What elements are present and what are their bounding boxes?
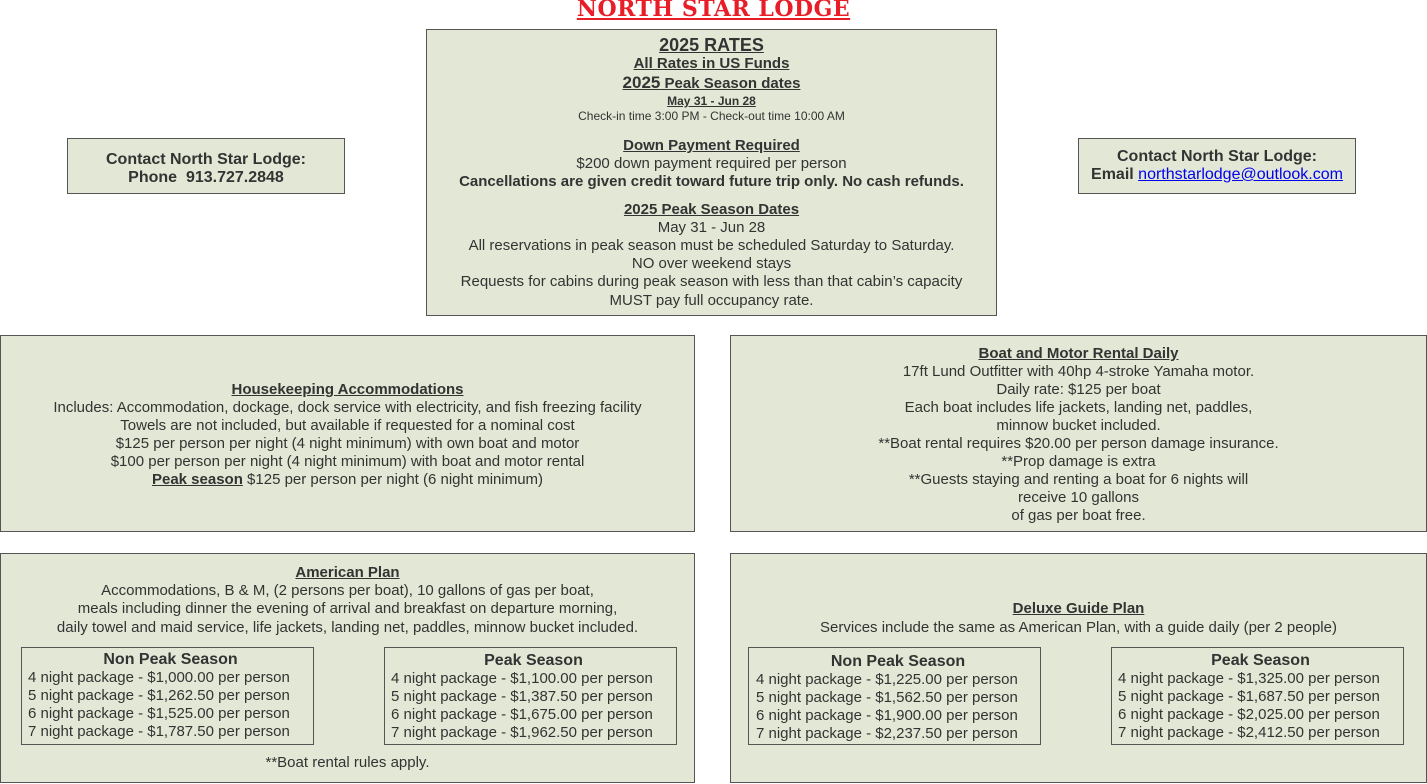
american-non-peak-table [21, 647, 314, 745]
contact-phone-box [67, 138, 345, 194]
deluxe-plan-heading: Deluxe Guide Plan [1012, 600, 1145, 617]
housekeeping-heading: Housekeeping Accommodations [231, 381, 464, 398]
package-row: 5 night package - $1,387.50 per person [391, 688, 653, 705]
deluxe-non-peak-heading: Non Peak Season [830, 653, 966, 670]
rates-box [426, 29, 997, 316]
american-plan-line: daily towel and maid service, life jackets, landing net, paddles, minnow bucket included. [56, 619, 639, 636]
american-plan-line: Accommodations, B & M, (2 persons per boat), 10 gallons of gas per boat, [101, 582, 594, 599]
peak-title: Peak Season dates [664, 75, 801, 92]
deluxe-peak-heading: Peak Season [1211, 652, 1310, 669]
boat-rental-rules-note: **Boat rental rules apply. [265, 754, 430, 771]
package-row: 4 night package - $1,225.00 per person [756, 671, 1018, 688]
housekeeping-box [0, 335, 695, 532]
american-non-peak-heading: Non Peak Season [103, 651, 238, 668]
peak-season-label: Peak season [151, 471, 243, 488]
requests-text: Requests for cabins during peak season with less than that cabin’s capacity [460, 273, 963, 290]
cancellation-text: Cancellations are given credit toward future trip only. No cash refunds. [459, 173, 964, 190]
american-plan-box [0, 553, 695, 783]
package-row: 4 night package - $1,000.00 per person [28, 669, 290, 686]
boat-rental-line: **Prop damage is extra [1001, 453, 1156, 470]
housekeeping-line: Includes: Accommodation, dockage, dock service with electricity, and fish freezing facility [53, 399, 642, 416]
email-link[interactable]: northstarlodge@outlook.com [1138, 166, 1343, 183]
contact-phone-heading: Contact North Star Lodge: [106, 151, 306, 168]
package-row: 7 night package - $2,412.50 per person [1118, 724, 1380, 741]
contact-email-line [1079, 166, 1355, 184]
package-row: 5 night package - $1,562.50 per person [756, 689, 1018, 706]
american-peak-table [384, 647, 677, 745]
housekeeping-line: Towels are not included, but available if requested for a nominal cost [120, 417, 575, 434]
deluxe-peak-table [1111, 647, 1404, 745]
american-plan-line: meals including dinner the evening of arrival and breakfast on departure morning, [77, 600, 618, 617]
contact-email-heading: Contact North Star Lodge: [1117, 148, 1317, 165]
boat-rental-line: receive 10 gallons [1018, 489, 1139, 506]
boat-rental-box [730, 335, 1427, 532]
package-row: 7 night package - $2,237.50 per person [756, 725, 1018, 742]
rates-peak-header [427, 73, 996, 94]
peak-season-dates: May 31 - Jun 28 [657, 219, 766, 236]
phone-label: Phone [128, 169, 178, 186]
down-payment-text: $200 down payment required per person [576, 155, 847, 172]
rates-title: 2025 RATES [659, 35, 764, 55]
package-row: 6 night package - $1,675.00 per person [391, 706, 653, 723]
boat-rental-line: 17ft Lund Outfitter with 40hp 4-stroke Yamaha motor. [902, 363, 1255, 380]
phone-number[interactable]: 913.727.2848 [185, 169, 284, 186]
email-label: Email [1091, 166, 1134, 183]
package-row: 7 night package - $1,787.50 per person [28, 723, 290, 740]
page-title: NORTH STAR LODGE [576, 0, 851, 22]
housekeeping-line: $125 per person per night (4 night minimum) with own boat and motor [115, 435, 580, 452]
housekeeping-line: $100 per person per night (4 night minimum) with boat and motor rental [110, 453, 585, 470]
weekend-text: NO over weekend stays [631, 255, 792, 272]
peak-year: 2025 [622, 73, 661, 92]
package-row: 7 night package - $1,962.50 per person [391, 724, 653, 741]
package-row: 6 night package - $1,900.00 per person [756, 707, 1018, 724]
package-row: 5 night package - $1,262.50 per person [28, 687, 290, 704]
down-payment-heading: Down Payment Required [623, 137, 800, 154]
housekeeping-peak-line [1, 471, 694, 489]
package-row: 5 night package - $1,687.50 per person [1118, 688, 1380, 705]
package-row: 6 night package - $1,525.00 per person [28, 705, 290, 722]
package-row: 4 night package - $1,100.00 per person [391, 670, 653, 687]
peak-season-text: $125 per person per night (6 night minimum) [242, 471, 544, 488]
boat-rental-line: **Boat rental requires $20.00 per person damage insurance. [878, 435, 1279, 452]
contact-email-box [1078, 138, 1356, 194]
american-peak-heading: Peak Season [484, 652, 583, 669]
peak-season-dates-heading: 2025 Peak Season Dates [623, 201, 800, 218]
deluxe-plan-text: Services include the same as American Plan, with a guide daily (per 2 people) [820, 619, 1337, 636]
reservations-text: All reservations in peak season must be scheduled Saturday to Saturday. [468, 237, 955, 254]
rates-peak-dates: May 31 - Jun 28 [667, 94, 756, 108]
package-row: 6 night package - $2,025.00 per person [1118, 706, 1380, 723]
rates-funds: All Rates in US Funds [633, 55, 790, 72]
deluxe-non-peak-table [748, 647, 1041, 745]
boat-rental-line: Daily rate: $125 per boat [996, 381, 1161, 398]
deluxe-plan-box [730, 553, 1427, 783]
boat-rental-heading: Boat and Motor Rental Daily [978, 345, 1179, 362]
must-pay-text: MUST pay full occupancy rate. [609, 292, 814, 309]
contact-phone-line [68, 169, 344, 187]
package-row: 4 night package - $1,325.00 per person [1118, 670, 1380, 687]
boat-rental-line: of gas per boat free. [1011, 507, 1146, 524]
rates-checkin: Check-in time 3:00 PM - Check-out time 10:00 AM [578, 109, 845, 123]
boat-rental-line: **Guests staying and renting a boat for 6 nights will [908, 471, 1249, 488]
boat-rental-line: minnow bucket included. [996, 417, 1161, 434]
american-plan-heading: American Plan [295, 564, 400, 581]
boat-rental-line: Each boat includes life jackets, landing net, paddles, [904, 399, 1253, 416]
